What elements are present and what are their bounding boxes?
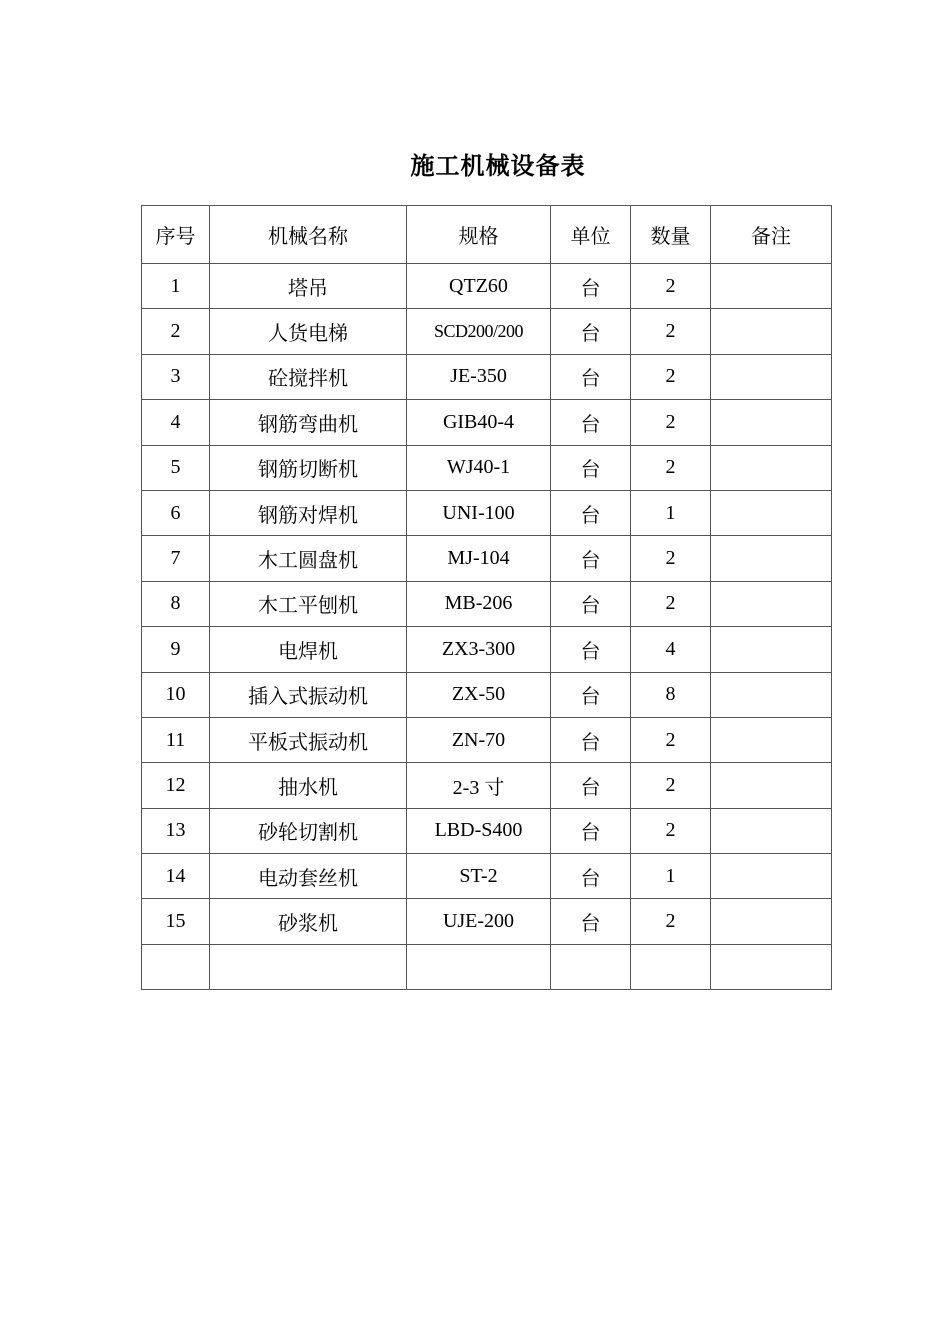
cell-index: 9 — [142, 627, 210, 672]
cell-quantity: 2 — [631, 717, 711, 762]
cell-name — [210, 944, 407, 989]
cell-name: 平板式振动机 — [210, 717, 407, 762]
header-name: 机械名称 — [210, 206, 407, 264]
table-row — [142, 400, 832, 445]
table-header-row — [142, 206, 832, 264]
cell-quantity: 2 — [631, 400, 711, 445]
cell-index: 15 — [142, 899, 210, 944]
cell-remark — [711, 672, 832, 717]
cell-quantity: 2 — [631, 899, 711, 944]
cell-spec — [407, 944, 551, 989]
cell-remark — [711, 445, 832, 490]
table-row-empty — [142, 944, 832, 989]
table-row — [142, 899, 832, 944]
table-row — [142, 354, 832, 399]
cell-remark — [711, 854, 832, 899]
header-quantity: 数量 — [631, 206, 711, 264]
cell-index: 11 — [142, 717, 210, 762]
cell-index: 14 — [142, 854, 210, 899]
cell-spec: WJ40-1 — [407, 445, 551, 490]
cell-remark — [711, 581, 832, 626]
cell-remark — [711, 808, 832, 853]
cell-name: 砼搅拌机 — [210, 354, 407, 399]
table-row — [142, 627, 832, 672]
cell-quantity: 2 — [631, 309, 711, 354]
cell-spec: UJE-200 — [407, 899, 551, 944]
cell-quantity: 2 — [631, 763, 711, 808]
cell-quantity: 4 — [631, 627, 711, 672]
cell-name: 砂浆机 — [210, 899, 407, 944]
cell-quantity: 1 — [631, 490, 711, 535]
cell-index: 3 — [142, 354, 210, 399]
cell-name: 钢筋对焊机 — [210, 490, 407, 535]
table-row — [142, 808, 832, 853]
cell-remark — [711, 717, 832, 762]
table-row — [142, 490, 832, 535]
cell-unit: 台 — [551, 536, 631, 581]
cell-spec: QTZ60 — [407, 264, 551, 309]
cell-spec: LBD-S400 — [407, 808, 551, 853]
cell-spec: ZX-50 — [407, 672, 551, 717]
cell-unit: 台 — [551, 672, 631, 717]
cell-index: 2 — [142, 309, 210, 354]
cell-name: 电焊机 — [210, 627, 407, 672]
cell-index: 8 — [142, 581, 210, 626]
cell-spec: UNI-100 — [407, 490, 551, 535]
cell-unit — [551, 944, 631, 989]
table-body — [142, 264, 832, 990]
table-row — [142, 309, 832, 354]
table-row — [142, 264, 832, 309]
cell-quantity: 1 — [631, 854, 711, 899]
cell-remark — [711, 536, 832, 581]
cell-remark — [711, 354, 832, 399]
cell-unit: 台 — [551, 309, 631, 354]
cell-unit: 台 — [551, 264, 631, 309]
cell-quantity — [631, 944, 711, 989]
header-spec: 规格 — [407, 206, 551, 264]
table-row — [142, 717, 832, 762]
cell-name: 抽水机 — [210, 763, 407, 808]
cell-quantity: 2 — [631, 808, 711, 853]
cell-unit: 台 — [551, 400, 631, 445]
cell-remark — [711, 309, 832, 354]
cell-unit: 台 — [551, 581, 631, 626]
cell-spec: ZN-70 — [407, 717, 551, 762]
cell-unit: 台 — [551, 808, 631, 853]
cell-remark — [711, 400, 832, 445]
cell-index: 7 — [142, 536, 210, 581]
cell-quantity: 2 — [631, 445, 711, 490]
table-row — [142, 536, 832, 581]
cell-unit: 台 — [551, 354, 631, 399]
cell-remark — [711, 627, 832, 672]
cell-unit: 台 — [551, 627, 631, 672]
cell-index: 10 — [142, 672, 210, 717]
cell-unit: 台 — [551, 717, 631, 762]
cell-name: 砂轮切割机 — [210, 808, 407, 853]
cell-unit: 台 — [551, 445, 631, 490]
cell-remark — [711, 899, 832, 944]
table-row — [142, 672, 832, 717]
cell-spec: ZX3-300 — [407, 627, 551, 672]
header-unit: 单位 — [551, 206, 631, 264]
cell-remark — [711, 490, 832, 535]
cell-spec: MB-206 — [407, 581, 551, 626]
cell-name: 塔吊 — [210, 264, 407, 309]
table-row — [142, 445, 832, 490]
cell-name: 电动套丝机 — [210, 854, 407, 899]
table-row — [142, 763, 832, 808]
cell-index: 4 — [142, 400, 210, 445]
cell-name: 人货电梯 — [210, 309, 407, 354]
cell-remark — [711, 264, 832, 309]
table-row — [142, 581, 832, 626]
cell-spec: JE-350 — [407, 354, 551, 399]
cell-unit: 台 — [551, 899, 631, 944]
cell-name: 插入式振动机 — [210, 672, 407, 717]
cell-index: 13 — [142, 808, 210, 853]
cell-spec: GIB40-4 — [407, 400, 551, 445]
equipment-table — [141, 205, 832, 990]
cell-name: 木工平刨机 — [210, 581, 407, 626]
cell-spec: MJ-104 — [407, 536, 551, 581]
cell-quantity: 2 — [631, 354, 711, 399]
table-row — [142, 854, 832, 899]
cell-spec: SCD200/200 — [407, 309, 551, 354]
cell-index: 5 — [142, 445, 210, 490]
header-index: 序号 — [142, 206, 210, 264]
cell-quantity: 2 — [631, 264, 711, 309]
cell-index — [142, 944, 210, 989]
cell-unit: 台 — [551, 854, 631, 899]
cell-remark — [711, 944, 832, 989]
cell-remark — [711, 763, 832, 808]
cell-name: 钢筋弯曲机 — [210, 400, 407, 445]
cell-index: 1 — [142, 264, 210, 309]
page-title: 施工机械设备表 — [410, 154, 586, 180]
cell-quantity: 2 — [631, 536, 711, 581]
cell-name: 钢筋切断机 — [210, 445, 407, 490]
cell-spec: 2-3 寸 — [407, 763, 551, 808]
cell-quantity: 8 — [631, 672, 711, 717]
cell-unit: 台 — [551, 763, 631, 808]
cell-unit: 台 — [551, 490, 631, 535]
cell-name: 木工圆盘机 — [210, 536, 407, 581]
header-remark: 备注 — [711, 206, 832, 264]
cell-index: 6 — [142, 490, 210, 535]
cell-quantity: 2 — [631, 581, 711, 626]
cell-index: 12 — [142, 763, 210, 808]
cell-spec: ST-2 — [407, 854, 551, 899]
